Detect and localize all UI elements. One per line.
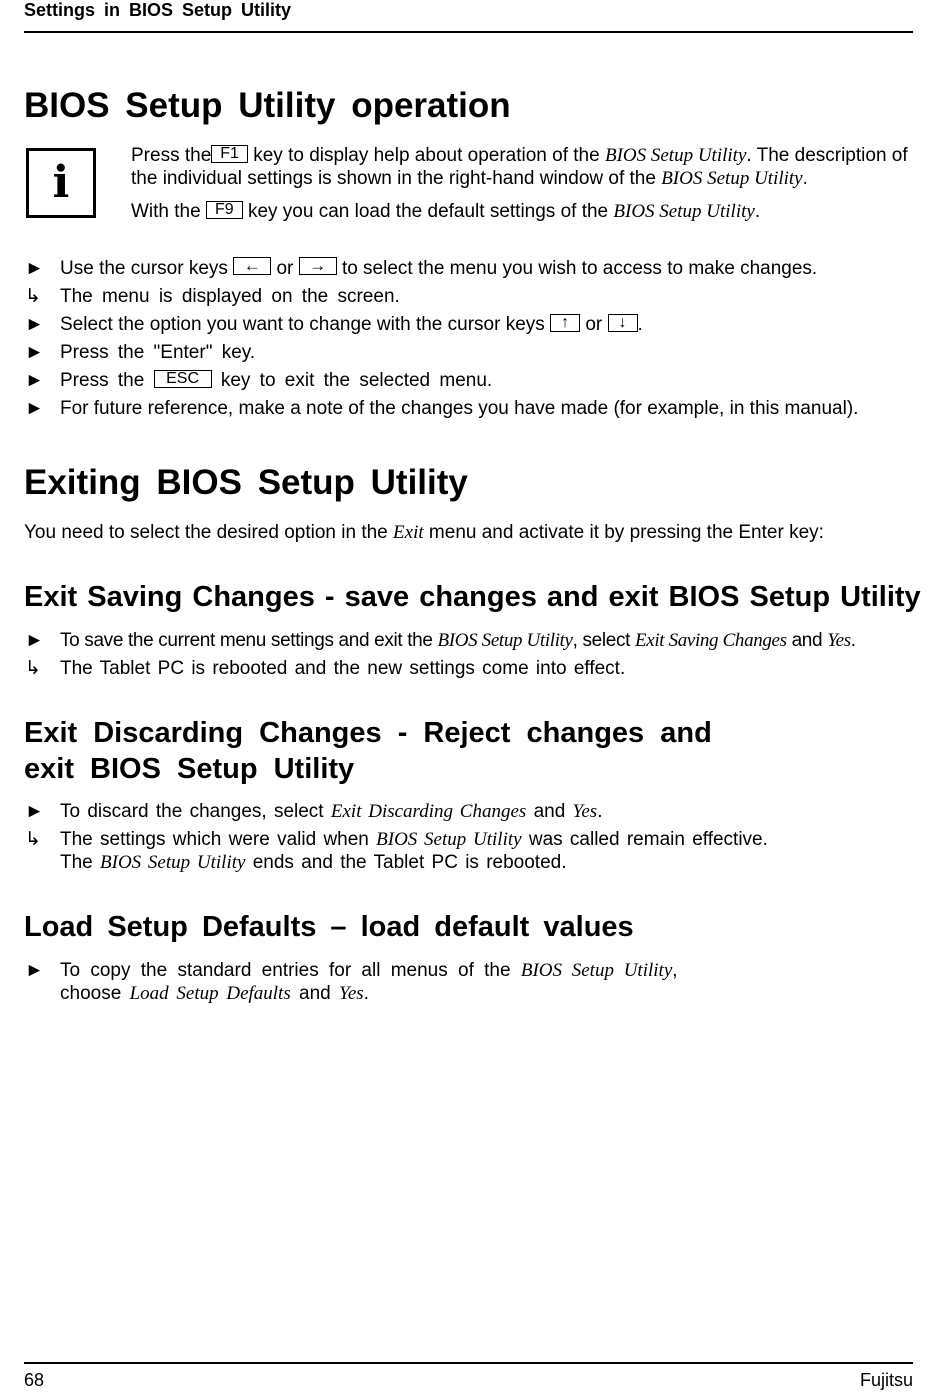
step-select-menu: Use the cursor keys ← or → to select the menu you wish to access to make changes. xyxy=(60,256,818,279)
heading-exit-saving: Exit Saving Changes - save changes and exit BIOS Setup Utility xyxy=(24,581,921,613)
step-arrow-icon: ► xyxy=(25,630,44,651)
step-arrow-icon: ► xyxy=(25,801,44,822)
step-arrow-icon: ► xyxy=(25,960,44,981)
key-f9: F9 xyxy=(206,201,243,219)
result-rebooted: The Tablet PC is rebooted and the new settings come into effect. xyxy=(60,658,626,679)
step-choose-defaults: choose Load Setup Defaults and Yes. xyxy=(60,983,369,1004)
brand-name: Fujitsu xyxy=(859,1370,913,1390)
result-arrow-icon: ↳ xyxy=(25,658,41,679)
heading-load-defaults: Load Setup Defaults – load default values xyxy=(24,911,634,943)
result-arrow-icon: ↳ xyxy=(25,829,41,850)
step-discard: To discard the changes, select Exit Discarding Changes and Yes. xyxy=(60,801,603,822)
step-save-exit: To save the current menu settings and exit the BIOS Setup Utility, select Exit Saving Changes and Yes. xyxy=(60,630,856,651)
step-press-enter: Press the "Enter" key. xyxy=(60,342,256,363)
key-right-arrow: → xyxy=(299,257,337,275)
exit-intro: You need to select the desired option in the Exit menu and activate it by pressing the Enter key: xyxy=(24,522,824,543)
step-arrow-icon: ► xyxy=(25,342,44,363)
result-arrow-icon: ↳ xyxy=(25,286,41,307)
info-note-f9: With the F9 key you can load the default settings of the BIOS Setup Utility. xyxy=(131,201,761,222)
page-number: 68 xyxy=(24,1370,45,1390)
heading-bios-setup-operation: BIOS Setup Utility operation xyxy=(24,86,511,125)
step-copy-defaults: To copy the standard entries for all menus of the BIOS Setup Utility, xyxy=(60,960,678,981)
result-settings-remain: The settings which were valid when BIOS Setup Utility was called remain effective. xyxy=(60,829,768,850)
step-select-option: Select the option you want to change with the cursor keys ↑ or ↓ . xyxy=(60,314,643,335)
result-reboot-line: The BIOS Setup Utility ends and the Tablet PC is rebooted. xyxy=(60,852,567,873)
step-make-note: For future reference, make a note of the changes you have made (for example, in this manual). xyxy=(60,398,859,419)
key-f1: F1 xyxy=(211,145,248,163)
heading-exit-discarding: Exit Discarding Changes - Reject changes and exit BIOS Setup Utility xyxy=(24,717,712,785)
key-left-arrow: ← xyxy=(233,257,271,275)
info-icon: i xyxy=(26,148,96,218)
key-up-arrow: ↑ xyxy=(550,314,580,332)
header-title: Settings in BIOS Setup Utility xyxy=(24,0,292,20)
step-arrow-icon: ► xyxy=(25,370,44,391)
result-menu-displayed: The menu is displayed on the screen. xyxy=(60,286,400,307)
step-arrow-icon: ► xyxy=(25,258,44,279)
heading-exiting-bios: Exiting BIOS Setup Utility xyxy=(24,463,468,502)
step-arrow-icon: ► xyxy=(25,398,44,419)
page-footer xyxy=(24,1362,913,1394)
step-press-esc: Press the ESC key to exit the selected menu. xyxy=(60,370,493,391)
running-header xyxy=(24,0,913,33)
step-arrow-icon: ► xyxy=(25,314,44,335)
key-esc: ESC xyxy=(154,370,212,388)
key-down-arrow: ↓ xyxy=(608,314,638,332)
info-note-f1: Press the F1 key to display help about operation of the BIOS Setup Utility. The description of the individual settings is shown in the right-hand window of the BIOS Setup Utility. xyxy=(131,145,908,189)
